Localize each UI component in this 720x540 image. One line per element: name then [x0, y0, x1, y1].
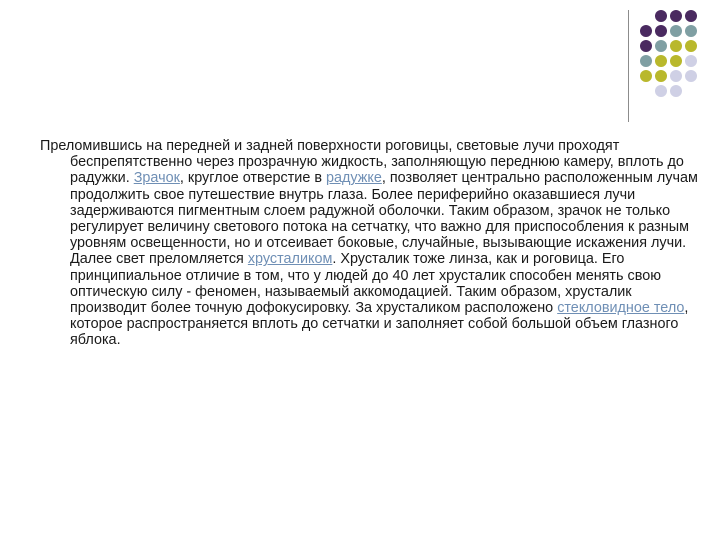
dot-purple [655, 10, 667, 22]
dot-olive [685, 40, 697, 52]
vitreous-body-link[interactable]: стекловидное тело [557, 300, 685, 317]
paragraph-text: , которое распространяется вплоть до сетчатки и заполняет собой большой объем глазного яблока. [70, 300, 689, 349]
lens-link[interactable]: хрусталиком [247, 251, 333, 268]
dot-purple [640, 25, 652, 37]
dot-lavender [670, 85, 682, 97]
dot-empty [685, 85, 697, 97]
dot-teal [640, 55, 652, 67]
dot-purple [685, 10, 697, 22]
iris-link[interactable]: радужке [325, 170, 382, 187]
dot-teal [685, 25, 697, 37]
paragraph-text: . Хрусталик тоже линза, как и роговица. Его принципиальное отличие в том, что у людей до 40 лет хрусталик способен менять свою оптическую силу - феномен, называемый аккомодацией. Таким образом, хрусталик производит более точную дофокусировку. За хрусталиком расположено [70, 251, 661, 317]
dot-purple [655, 25, 667, 37]
dot-teal [655, 40, 667, 52]
dot-olive [655, 55, 667, 67]
dot-olive [640, 70, 652, 82]
dot-empty [640, 85, 652, 97]
dot-lavender [670, 70, 682, 82]
decorative-dot-grid [640, 10, 697, 97]
paragraph-text: , круглое отверстие в [179, 170, 326, 187]
dot-olive [670, 55, 682, 67]
paragraph-text: , позволяет центрально расположенным лучам продолжить свое путешествие внутрь глаза. Более периферийно оказавшиеся лучи задерживаются пигментным слоем радужной оболочки. Таким образом, зрачок не только регулирует величину светового потока на сетчатку, что важно для приспособления к разным уровням освещенности, но и отсеивает боковые, случайные, вызывающие искажения лучи. Далее свет преломляется [70, 170, 698, 268]
body-paragraph [40, 138, 710, 349]
dot-purple [670, 10, 682, 22]
dot-teal [670, 25, 682, 37]
dot-lavender [685, 70, 697, 82]
dot-purple [640, 40, 652, 52]
dot-empty [640, 10, 652, 22]
dot-lavender [685, 55, 697, 67]
divider-line [628, 10, 629, 122]
paragraph-text: Преломившись на передней и задней поверхности роговицы, световые лучи проходят беспрепятственно через прозрачную жидкость, заполняющую переднюю камеру, вплоть до радужки. [40, 138, 684, 187]
dot-olive [655, 70, 667, 82]
dot-lavender [655, 85, 667, 97]
pupil-link[interactable]: Зрачок [133, 170, 180, 187]
dot-olive [670, 40, 682, 52]
